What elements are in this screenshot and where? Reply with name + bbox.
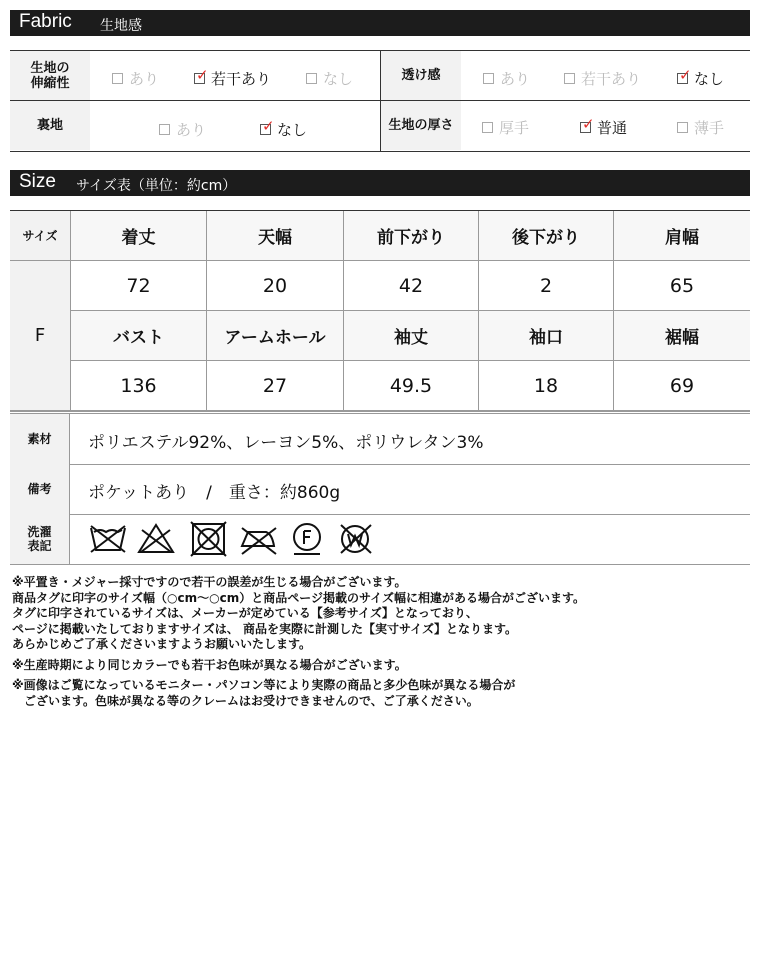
value-shoulder-width: 65 — [613, 261, 750, 311]
checked-checkbox-icon — [260, 117, 275, 135]
size-title-jp: サイズ表（単位：約cm） — [76, 178, 237, 194]
header-neck-width: 天幅 — [206, 211, 343, 261]
no-tumble-dry-icon — [191, 522, 226, 556]
note-line: ページに掲載いたしておりますサイズは、 商品を実際に計測した【実寸サイズ】となります。 — [12, 621, 518, 636]
care-row — [10, 514, 750, 565]
checkbox-icon — [306, 73, 317, 84]
value-neck-width: 20 — [206, 261, 343, 311]
checkbox-icon — [483, 73, 494, 84]
fabric-title-en: Fabric — [19, 11, 72, 32]
checkbox-icon — [112, 73, 123, 84]
checkbox-icon — [159, 124, 170, 135]
stretch-label: 生地の 伸縮性 — [10, 51, 90, 100]
check-mark-icon: ✓ — [582, 115, 595, 133]
thickness-option-thick: 厚手 — [482, 117, 529, 138]
thickness-option-normal: ✓ 普通 — [582, 115, 628, 137]
note-line: 商品タグに印字のサイズ幅（○cm〜○cm）と商品ページ掲載のサイズ幅に相違がある場合がございます。 — [12, 590, 586, 605]
size-section-header — [10, 170, 750, 196]
header-length: 着丈 — [70, 211, 206, 261]
product-info-table — [10, 411, 750, 553]
remarks-row — [10, 464, 750, 515]
size-column-label: サイズ — [10, 211, 70, 261]
fabric-title-jp: 生地感 — [100, 18, 142, 34]
size-table — [10, 210, 750, 411]
sheerness-option-none: ✓ なし — [679, 66, 725, 88]
care-label: 洗濯 表記 — [10, 514, 70, 564]
checked-checkbox-icon — [194, 66, 209, 84]
checked-checkbox-icon — [580, 115, 595, 133]
sheerness-label: 透け感 — [381, 51, 461, 100]
checkbox-icon — [482, 122, 493, 133]
note-line: タグに印字されているサイズは、メーカーが定めている【参考サイズ】となっており、 — [12, 606, 478, 620]
material-value: ポリエステル92%、レーヨン5%、ポリウレタン3% — [88, 433, 484, 453]
size-value: F — [10, 261, 70, 411]
thickness-option-thin: 薄手 — [677, 117, 724, 138]
check-mark-icon: ✓ — [262, 117, 275, 135]
header-back-drop: 後下がり — [478, 211, 613, 261]
no-wash-icon — [91, 526, 125, 552]
value-bust: 136 — [70, 361, 206, 411]
stretch-option-none: なし — [306, 68, 353, 89]
no-bleach-icon — [139, 525, 173, 552]
checkbox-icon — [677, 122, 688, 133]
check-mark-icon: ✓ — [196, 66, 209, 84]
fabric-table — [10, 50, 750, 152]
header-hem-width: 裾幅 — [613, 311, 750, 361]
notes — [12, 575, 748, 709]
dry-clean-f-icon — [294, 524, 320, 554]
material-label: 素材 — [10, 414, 70, 464]
header-sleeve-length: 袖丈 — [343, 311, 478, 361]
note-line: ※平置き・メジャー採寸ですので若干の誤差が生じる場合がございます。 — [12, 575, 407, 589]
lining-option-yes: あり — [159, 119, 206, 140]
no-iron-icon — [242, 528, 276, 554]
value-length: 72 — [70, 261, 206, 311]
note-line: ございます。色味が異なる等のクレームはお受けできませんので、ご了承ください。 — [12, 693, 479, 708]
value-front-drop: 42 — [343, 261, 478, 311]
material-row — [10, 414, 750, 465]
stretch-option-slight: ✓ 若干あり — [196, 66, 272, 88]
no-wet-clean-icon — [341, 525, 371, 553]
note-line: あらかじめご了承くださいますようお願いいたします。 — [12, 637, 312, 651]
lining-label: 裏地 — [10, 101, 90, 150]
thickness-label: 生地の厚さ — [381, 101, 461, 150]
header-front-drop: 前下がり — [343, 211, 478, 261]
size-title-en: Size — [19, 171, 56, 192]
value-armhole: 27 — [206, 361, 343, 411]
sheerness-option-yes: あり — [483, 68, 530, 89]
check-mark-icon: ✓ — [679, 66, 692, 84]
note-line: ※生産時期により同じカラーでも若干お色味が異なる場合がございます。 — [12, 657, 407, 672]
value-hem-width: 69 — [613, 361, 750, 411]
remarks-label: 備考 — [10, 464, 70, 514]
header-bust: バスト — [70, 311, 206, 361]
value-cuff: 18 — [478, 361, 613, 411]
value-back-drop: 2 — [478, 261, 613, 311]
fabric-section-header — [10, 10, 750, 36]
value-sleeve-length: 49.5 — [343, 361, 478, 411]
lining-option-none: ✓ なし — [262, 117, 308, 139]
checked-checkbox-icon — [677, 66, 692, 84]
care-icons — [88, 520, 388, 558]
note-line: ※画像はご覧になっているモニター・パソコン等により実際の商品と多少色味が異なる場合が — [12, 678, 516, 692]
header-cuff: 袖口 — [478, 311, 613, 361]
header-shoulder-width: 肩幅 — [613, 211, 750, 261]
header-armhole: アームホール — [206, 311, 343, 361]
remarks-value: ポケットあり / 重さ：約860g — [88, 483, 341, 503]
checkbox-icon — [564, 73, 575, 84]
stretch-option-yes: あり — [112, 68, 159, 89]
sheerness-option-slight: 若干あり — [564, 68, 641, 89]
